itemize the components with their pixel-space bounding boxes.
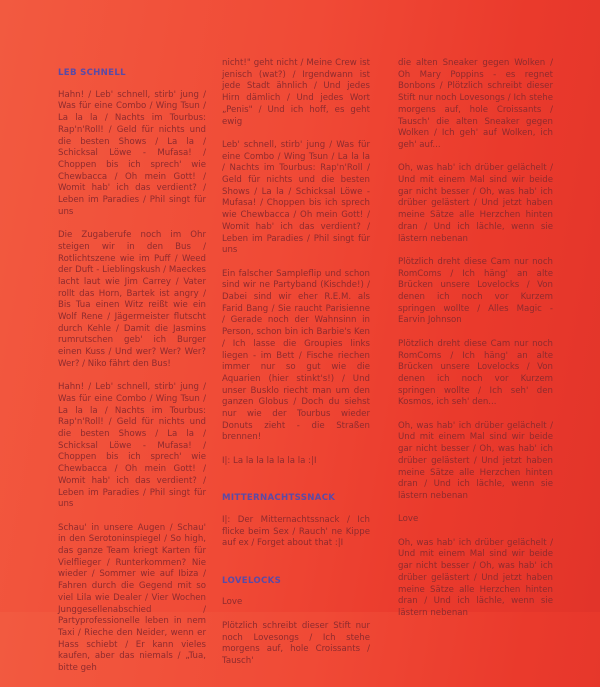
lyrics-paragraph: I|: Der Mitternachtssnack / Ich flicke beim Sex / Rauch' ne Kippe auf ex / Forget about that :|I — [222, 514, 370, 549]
lyrics-paragraph: Schau' in unsere Augen / Schau' in den Serotoninspiegel / So high, das ganze Team kriegt Karten für Vielflieger / Runterkommen? Nie wieder / Sommer wie auf Ibiza / Fahren durch die Gegend mit so viel Lila wie Dealer / Vier Wochen Junggesellenabschied / Partyprofessionelle leben in nem Taxi / Rieche den Neider, wenn er Hass schiebt / Er kann vieles kaufen, aber das niemals / „Tua, bitte geh — [58, 522, 206, 674]
column-left — [58, 68, 206, 687]
lyrics-paragraph: Oh, was hab' ich drüber gelächelt / Und mit einem Mal sind wir beide gar nicht besser / Oh, was hab' ich drüber gelästert / Und jetzt haben meine Sätze alle Herzchen hinten dran / Und ich lächle, wenn sie lästern nebenan — [398, 163, 553, 244]
lyrics-paragraph: Leb' schnell, stirb' jung / Was für eine Combo / Wing Tsun / La la la / Nachts im Tourbus: Rap'n'Roll / Geld für nichts und die besten Shows / La la / Schicksal Löwe - Mufasa! / Choppen bis ich sprech wie Chewbacca / Oh mein Gott! / Womit hab' ich das verdient? / Leben im Paradies / Phil singt für uns — [222, 139, 370, 256]
column-right — [398, 58, 553, 631]
lyrics-paragraph: Love — [222, 597, 243, 608]
lyrics-paragraph: Plötzlich dreht diese Cam nur noch RomComs / Ich häng' an alte Brücken unsere Lovelocks / Von denen ich noch vor Kurzem springen wollte / Ich seh' den Kosmos, ich seh' den... — [398, 338, 553, 408]
lyrics-paragraph: Die Zugaberufe noch im Ohr steigen wir in den Bus / Rotlichtszene wie im Puff / Weed der Duft - Lieblingskush / Maeckes lacht laut wie Jim Carrey / Vater rollt das Horn, Bartek ist angry / Bis Tua einen Witz reißt wie ein Wolf Rene / Jägermeister flutscht durch Kehle / Damit die Jasmins rumrutschen geb' ich Burger einen Kuss / Und wer? Wer? Wer? Wer? / Niko fährt den Bus! — [58, 230, 206, 369]
column-middle — [222, 58, 370, 679]
lyrics-paragraph: Hahn! / Leb' schnell, stirb' jung / Was für eine Combo / Wing Tsun / La la la / Nachts im Tourbus: Rap'n'Roll! / Geld für nichts und die besten Shows / La la / Schicksal Löwe - Mufasa! / Choppen bis ich sprech' wie Chewbacca / Oh mein Gott! / Womit hab' ich das verdient? / Leben im Paradies / Phil singt für uns — [58, 89, 206, 217]
lyrics-paragraph: Plötzlich schreibt dieser Stift nur noch Lovesongs / Ich stehe morgens auf, hole Croissants / Tausch' — [222, 620, 370, 666]
song-title-mitternachtssnack: MITTERNACHTSSNACK — [222, 493, 336, 504]
lyrics-paragraph: die alten Sneaker gegen Wolken / Oh Mary Poppins - es regnet Bonbons / Plötzlich schreibt dieser Stift nur noch Lovesongs / Ich stehe morgens auf, hole Croissants / Tausch' die alten Sneaker gegen Wolken / Ich geh' auf Wolken, ich geh' auf... — [398, 58, 553, 150]
lyrics-paragraph: I|: La la la la la la la :|I — [222, 455, 317, 466]
lyrics-paragraph: nicht!" geht nicht / Meine Crew ist jenisch (wat?) / Irgendwann ist jede Stadt ähnlich / Und jedes Hirn dämlich / Und jedes Wort „Penis" / Und ich hoff, es geht ewig — [222, 58, 370, 127]
lyrics-paragraph: Oh, was hab' ich drüber gelächelt / Und mit einem Mal sind wir beide gar nicht besser / Oh, was hab' ich drüber gelästert / Und jetzt haben meine Sätze alle Herzchen hinten dran / Und ich lächle, wenn sie lästern nebenan — [398, 537, 553, 618]
song-title-lovelocks: LOVELOCKS — [222, 575, 282, 586]
song-title-leb-schnell: LEB SCHNELL — [58, 68, 126, 78]
lyrics-paragraph: Hahn! / Leb' schnell, stirb' jung / Was für eine Combo / Wing Tsun / La la la / Nachts im Tourbus: Rap'n'Roll! / Geld für nichts und die besten Shows / La la / Schicksal Löwe - Mufasa! / Choppen bis ich sprech' wie Chewbacca / Oh mein Gott! / Womit hab' ich das verdient? / Leben im Paradies / Phil singt für uns — [58, 382, 206, 510]
lyrics-paragraph: Ein falscher Sampleflip und schon sind wir ne Partyband (Kischde!) / Dabei sind wir eher R.E.M. als Farid Bang / Sie raucht Parisienne / Gerade noch der Wahnsinn in Person, schon bin ich Barbie's Ken / Ich lasse die Groupies links liegen - im Bett / Fische riechen immer nur so gut wie die Aquarien (hier stinkt's!) / Und unser Busklo riecht man um den ganzen Globus / Doch du siehst nur wie der Tourbus wieder Donuts zieht - die Straßen brennen! — [222, 268, 370, 443]
lyrics-paragraph: Love — [398, 514, 419, 525]
lyrics-paragraph: Oh, was hab' ich drüber gelächelt / Und mit einem Mal sind wir beide gar nicht besser / Oh, was hab' ich drüber gelästert / Und jetzt haben meine Sätze alle Herzchen hinten dran / Und ich lächle, wenn sie lästern nebenan — [398, 420, 553, 501]
lyrics-paragraph: Plötzlich dreht diese Cam nur noch RomComs / Ich häng' an alte Brücken unsere Lovelocks / Von denen ich noch vor Kurzem springen wollte / Alles Magic - Earvin Johnson — [398, 256, 553, 326]
